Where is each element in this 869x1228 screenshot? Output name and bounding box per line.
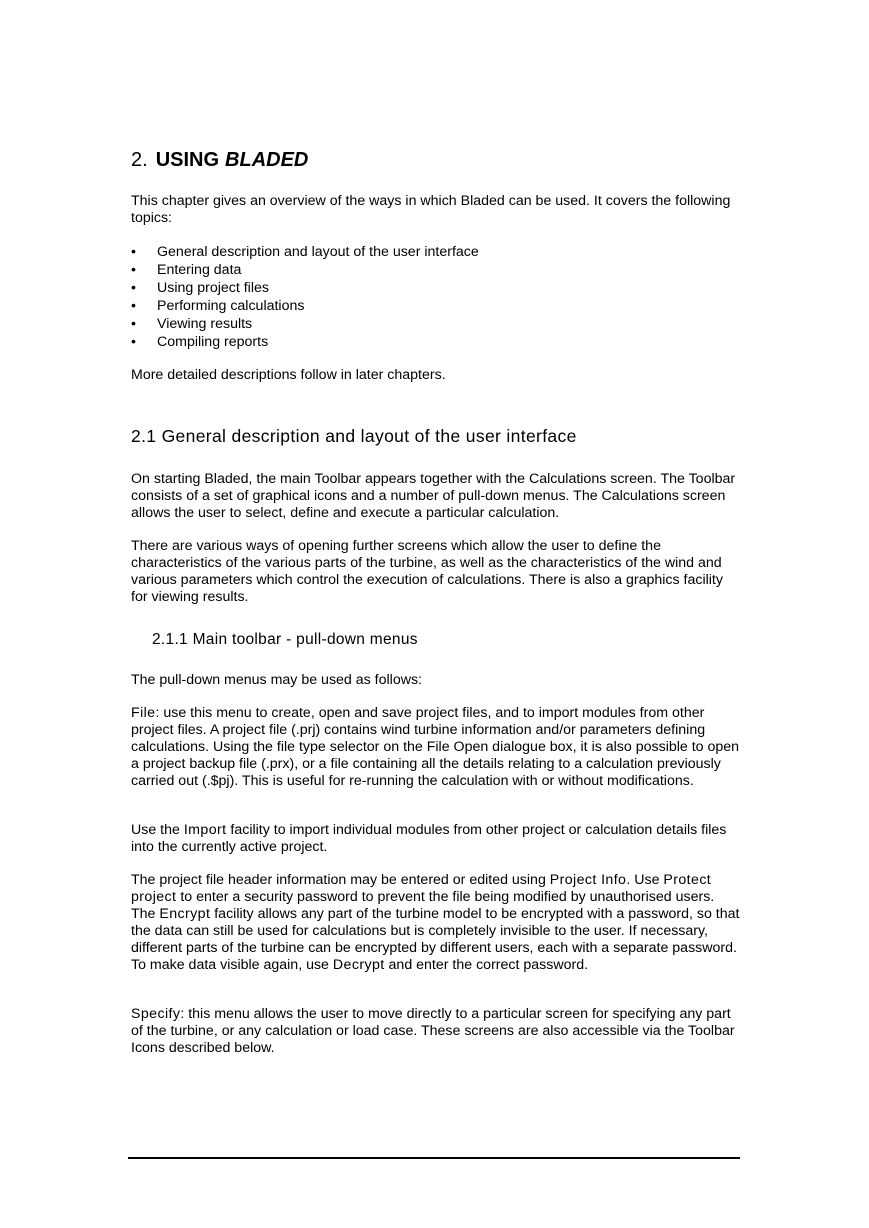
bullet-icon: •	[131, 316, 136, 332]
project-info-term: Project Info	[549, 872, 627, 888]
list-item: • Using project files	[131, 280, 269, 296]
topics-list	[131, 243, 741, 351]
file-menu-paragraph: File: use this menu to create, open and save project files, and to import modules from other project files. A project file (.prj) contains wind turbine information and/or parameters defining calculations. Using the file type selector on the File Open dialogue box, it is also possible to open a project backup file (.prx), or a file containing all the details relating to a calculation previously carried out (.$pj). This is useful for re-running the calculation with or without modifications.	[131, 705, 740, 789]
bullet-icon: •	[131, 334, 136, 350]
specify-menu-term: Specify	[131, 1006, 181, 1022]
list-item: • Entering data	[131, 262, 242, 278]
bullet-icon: •	[131, 262, 136, 278]
decrypt-term: Decrypt	[332, 957, 385, 973]
specify-menu-paragraph: Specify: this menu allows the user to move directly to a particular screen for specifying any part of the turbine, or any calculation or load case. These screens are also accessible via the Toolbar Icons described below.	[131, 1006, 735, 1056]
bullet-icon: •	[131, 298, 136, 314]
chapter-number: 2.	[131, 149, 148, 171]
section-heading-2-1-1: 2.1.1 Main toolbar - pull-down menus	[152, 631, 418, 648]
intro-paragraph: This chapter gives an overview of the ways in which Bladed can be used. It covers the following topics:	[131, 193, 731, 226]
section-2-1-paragraph-2: There are various ways of opening further screens which allow the user to define the characteristics of the various parts of the turbine, as well as the characteristics of the wind and various parameters which control the execution of calculations. There is also a graphics facility for viewing results.	[131, 538, 723, 605]
bullet-icon: •	[131, 244, 136, 260]
encrypt-term: Encrypt	[159, 906, 211, 922]
import-term: Import	[183, 822, 227, 838]
section-2-1-paragraph-1: On starting Bladed, the main Toolbar appears together with the Calculations screen. The Toolbar consists of a set of graphical icons and a number of pull-down menus. The Calculations screen allows the user to select, define and execute a particular calculation.	[131, 471, 736, 521]
list-item: • Viewing results	[131, 316, 253, 332]
footer-rule	[128, 1157, 740, 1159]
chapter-title-word-bladed: BLADED	[225, 149, 309, 171]
list-item: • Compiling reports	[131, 334, 269, 350]
section-heading-2-1: 2.1 General description and layout of the user interface	[131, 426, 577, 446]
chapter-title-word-using: USING	[155, 149, 220, 171]
chapter-title	[131, 148, 308, 172]
pulldown-intro: The pull-down menus may be used as follows:	[131, 672, 422, 688]
import-paragraph: Use the Import facility to import individual modules from other project or calculation details files into the currently active project.	[131, 822, 727, 855]
list-item: • General description and layout of the user interface	[131, 244, 479, 260]
file-menu-term: File	[131, 705, 156, 721]
intro-closing: More detailed descriptions follow in later chapters.	[131, 367, 446, 383]
project-header-paragraph: The project file header information may be entered or edited using Project Info. Use Protect project to enter a security password to prevent the file being modified by unauthorised users. The Encrypt facility allows any part of the turbine model to be encrypted with a password, so that the data can still be used for calculations but is completely invisible to the user. If necessary, different parts of the turbine can be encrypted by different users, each with a separate password. To make data visible again, use Decrypt and enter the correct password.	[131, 872, 740, 973]
list-item: • Performing calculations	[131, 298, 305, 314]
bullet-icon: •	[131, 280, 136, 296]
protect-project-term: Protect project	[131, 872, 712, 905]
topics-list-wrapper	[131, 243, 741, 351]
